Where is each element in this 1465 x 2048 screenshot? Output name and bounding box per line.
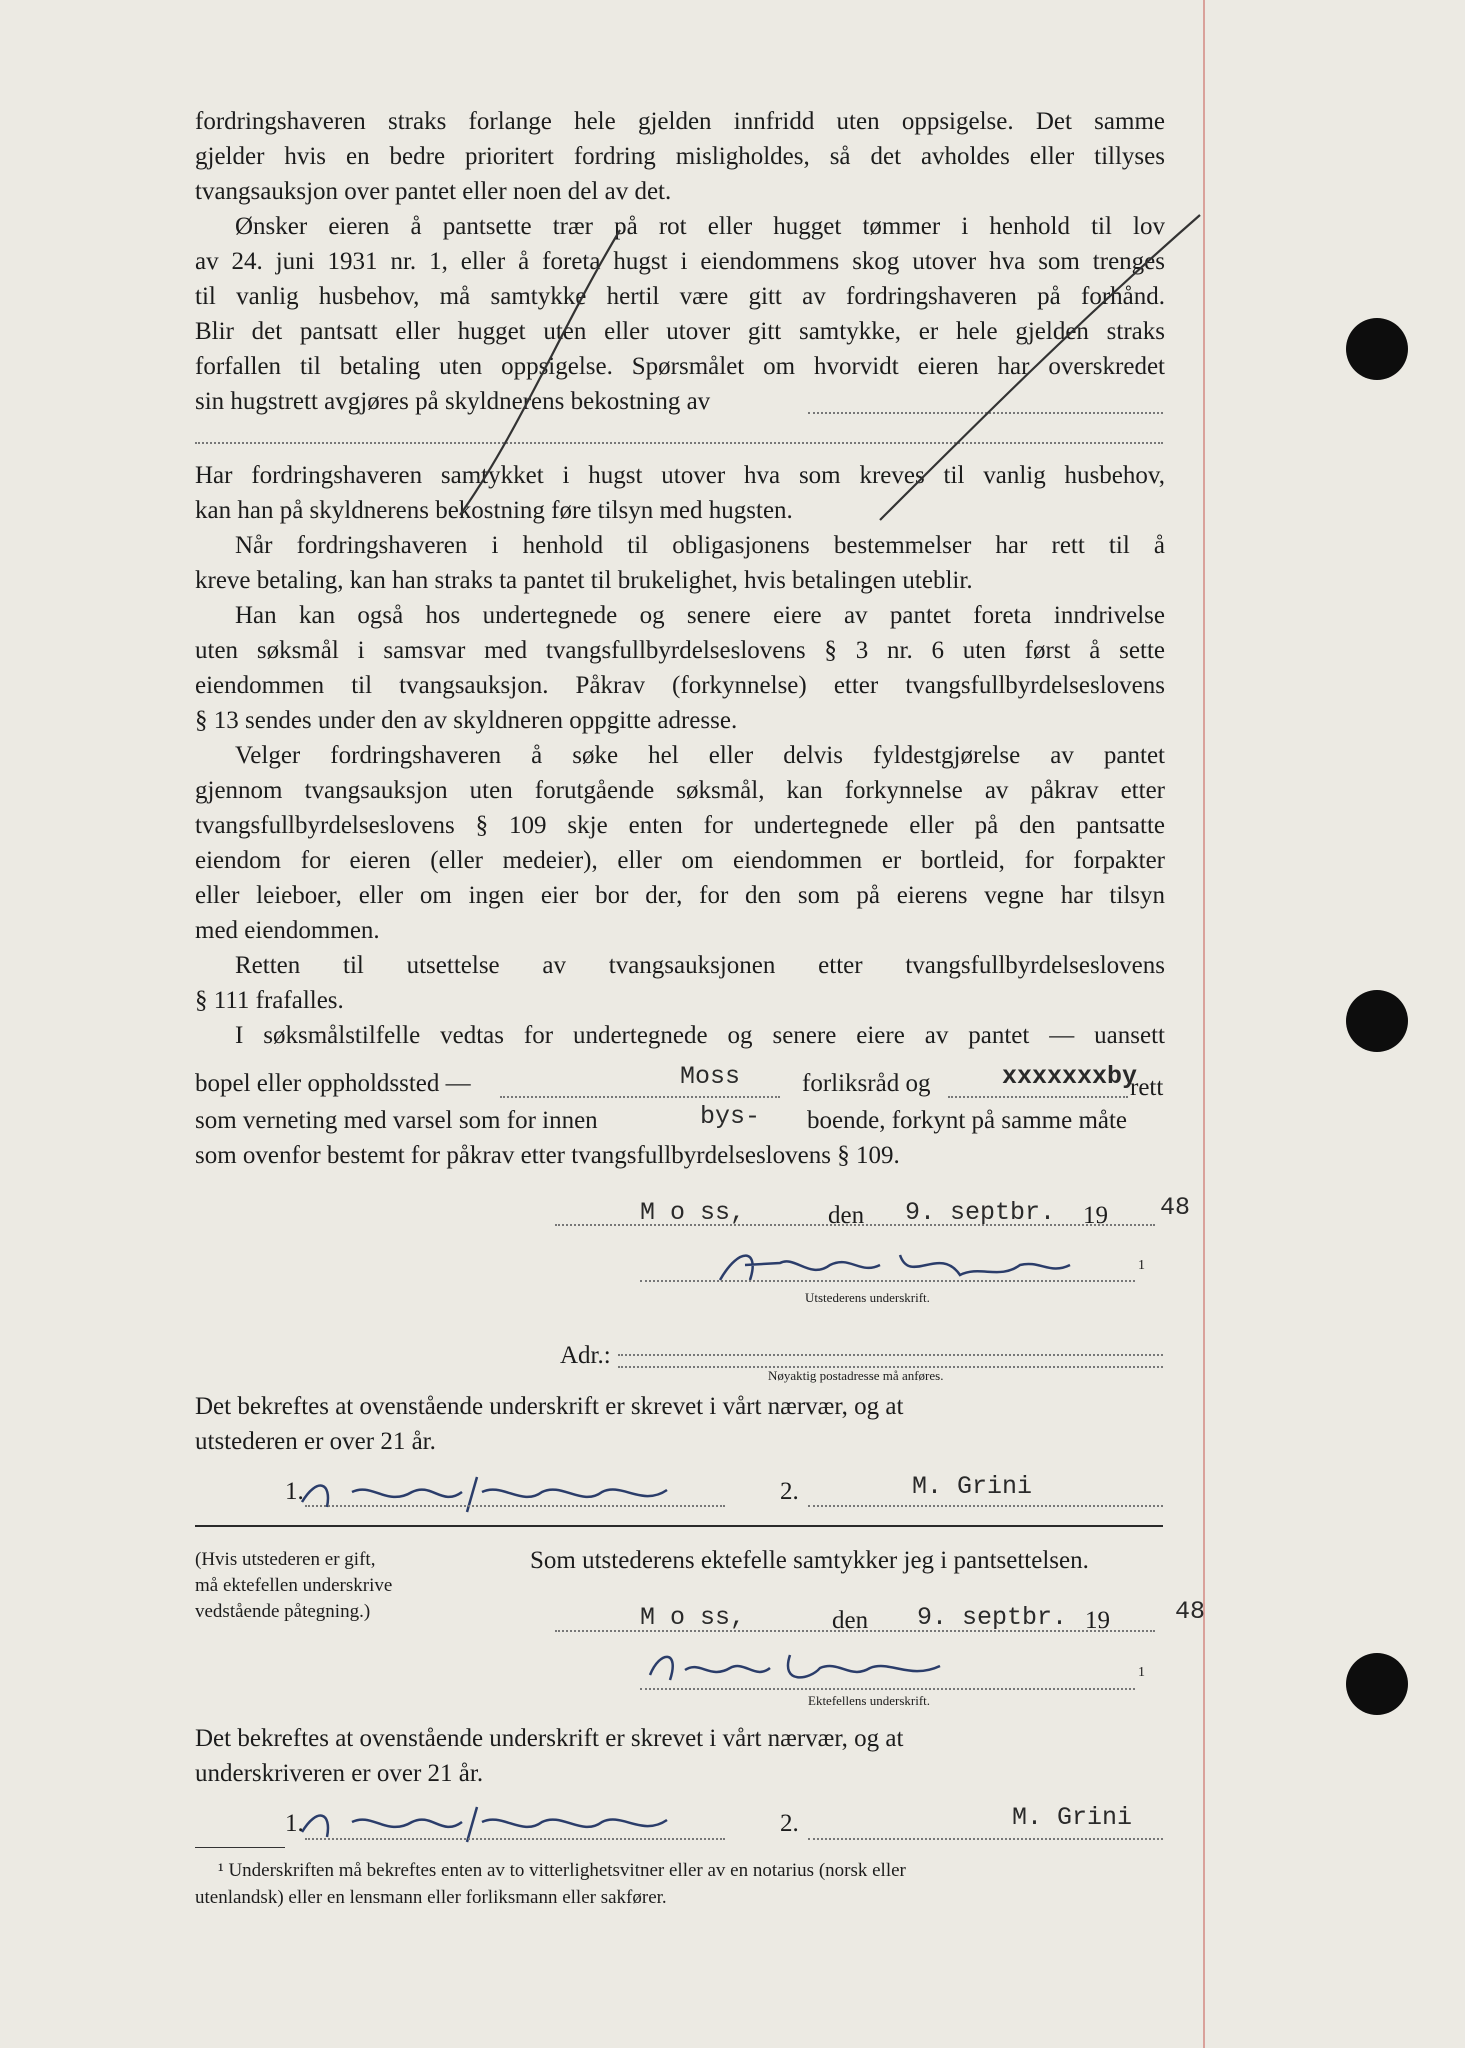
- witness-line: [808, 1838, 1163, 1840]
- body-line: til vanlig husbehov, må samtykke hertil være gitt av fordringshaveren på forhånd.: [195, 283, 1165, 310]
- witness1-line2: utstederen er over 21 år.: [195, 1428, 436, 1455]
- body-line: med eiendommen.: [195, 917, 380, 944]
- body-line: uten søksmål i samsvar med tvangsfullbyrdelseslovens § 3 nr. 6 uten først å sette: [195, 637, 1165, 664]
- footnote-line2: utenlandsk) eller en lensmann eller forliksmann eller sakfører.: [195, 1887, 667, 1908]
- venue-forliksrad: forliksråd og: [802, 1070, 931, 1097]
- body-line: tvangsfullbyrdelseslovens § 109 skje enten for undertegnede eller på den pantsatte: [195, 812, 1165, 839]
- dotted-fill-line: [555, 1224, 1155, 1226]
- signature-line: [640, 1280, 1135, 1282]
- venue-line3: som ovenfor bestemt for påkrav etter tvangsfullbyrdelseslovens § 109.: [195, 1142, 900, 1169]
- witness1-number-1: 1.: [285, 1478, 304, 1505]
- dotted-fill-line: [555, 1630, 1155, 1632]
- venue-struck-word: xxxxxxxby: [1002, 1062, 1138, 1091]
- witness-line: [808, 1505, 1163, 1507]
- witness1-name2: M. Grini: [912, 1472, 1033, 1501]
- body-line: Han kan også hos undertegnede og senere eiere av pantet foreta inndrivelse: [235, 602, 1165, 629]
- body-line: Retten til utsettelse av tvangsauksjonen etter tvangsfullbyrdelseslovens: [235, 952, 1165, 979]
- body-line: eiendom for eieren (eller medeier), eller om eiendommen er bortleid, for forpakter: [195, 847, 1165, 874]
- address-label: Adr.:: [560, 1342, 611, 1369]
- handwritten-signature-icon: [700, 1235, 1080, 1295]
- body-line: Blir det pantsatt eller hugget uten eller utover gitt samtykke, er hele gjelden straks: [195, 318, 1165, 345]
- venue-bys: bys-: [700, 1102, 761, 1131]
- venue-rett: rett: [1130, 1074, 1164, 1101]
- body-line: tvangsauksjon over pantet eller noen del av det.: [195, 178, 672, 205]
- footnote-line1: ¹ Underskriften må bekreftes enten av to vitterlighetsvitner eller av en notarius (norsk eller: [218, 1860, 906, 1881]
- body-line: § 13 sendes under den av skyldneren oppgitte adresse.: [195, 707, 738, 734]
- date1-date: 9. septbr.: [905, 1198, 1056, 1227]
- dotted-fill-line: [500, 1096, 780, 1098]
- witness1-number-2: 2.: [780, 1478, 799, 1505]
- spouse-note: [195, 1547, 392, 1625]
- spouse-note-line: (Hvis utstederen er gift,: [195, 1549, 376, 1570]
- date1-place: M o ss,: [640, 1198, 746, 1227]
- body-line: § 111 frafalles.: [195, 987, 344, 1014]
- body-line: gjennom tvangsauksjon uten forutgående søksmål, kan forkynnelse av påkrav etter: [195, 777, 1165, 804]
- date1-year-prefix: 19: [1083, 1202, 1108, 1229]
- witness-line: [305, 1505, 725, 1507]
- body-line: av 24. juni 1931 nr. 1, eller å foreta hugst i eiendommens skog utover hva som trenges: [195, 248, 1165, 275]
- date2-year-prefix: 19: [1085, 1607, 1110, 1634]
- witness2-line1: Det bekreftes at ovenstående underskrift er skrevet i vårt nærvær, og at: [195, 1725, 904, 1752]
- section-divider: [195, 1525, 1163, 1527]
- handwritten-signature-icon: [640, 1640, 960, 1690]
- body-line: fordringshaveren straks forlange hele gjelden innfridd uten oppsigelse. Det samme: [195, 108, 1165, 135]
- spouse-consent: Som utstederens ektefelle samtykker jeg i pantsettelsen.: [530, 1547, 1089, 1574]
- date2-year: 48: [1175, 1597, 1206, 1626]
- witness-line: [305, 1838, 725, 1840]
- date1-den: den: [828, 1202, 865, 1229]
- body-line: kreve betaling, kan han straks ta pantet til brukelighet, hvis betalingen uteblir.: [195, 567, 973, 594]
- spouse-note-line: vedstående påtegning.): [195, 1601, 371, 1622]
- body-line: Har fordringshaveren samtykket i hugst utover hva som kreves til vanlig husbehov,: [195, 462, 1165, 489]
- venue-line2-b: boende, forkynt på samme måte: [807, 1107, 1128, 1134]
- date1-year: 48: [1160, 1193, 1191, 1222]
- date2-place: M o ss,: [640, 1603, 746, 1632]
- handwritten-signature-icon: [292, 1462, 692, 1522]
- address-field-line: [618, 1354, 1163, 1356]
- witness2-line2: underskriveren er over 21 år.: [195, 1760, 484, 1787]
- body-line: Når fordringshaveren i henhold til obligasjonens bestemmelser har rett til å: [235, 532, 1165, 559]
- spouse-caption: Ektefellens underskrift.: [808, 1693, 931, 1708]
- body-line: gjelder hvis en bedre prioritert fordring misligholdes, så det avholdes eller tillyses: [195, 143, 1165, 170]
- venue-prefix: bopel eller oppholdssted —: [195, 1070, 471, 1097]
- witness2-number-2: 2.: [780, 1810, 799, 1837]
- handwritten-signature-icon: [292, 1792, 692, 1852]
- body-line: sin hugstrett avgjøres på skyldnerens bekostning av: [195, 388, 711, 415]
- body-line: eller leieboer, eller om ingen eier bor der, for den som på eierens vegne har tilsyn: [195, 882, 1165, 909]
- body-line: Ønsker eieren å pantsette trær på rot eller hugget tømmer i henhold til lov: [235, 213, 1165, 240]
- witness2-name2: M. Grini: [1012, 1803, 1133, 1832]
- date2-den: den: [832, 1607, 869, 1634]
- address-caption: Nøyaktig postadresse må anføres.: [768, 1368, 944, 1383]
- footnote-rule: [195, 1847, 285, 1848]
- body-line: Velger fordringshaveren å søke hel eller delvis fyldestgjørelse av pantet: [235, 742, 1165, 769]
- issuer-caption: Utstederens underskrift.: [805, 1290, 930, 1305]
- body-line: I søksmålstilfelle vedtas for undertegnede og senere eiere av pantet — uansett: [235, 1022, 1165, 1049]
- body-line: eiendommen til tvangsauksjon. Påkrav (forkynnelse) etter tvangsfullbyrdelseslovens: [195, 672, 1165, 699]
- witness2-number-1: 1.: [285, 1810, 304, 1837]
- venue-place: Moss: [680, 1062, 741, 1091]
- body-line: forfallen til betaling uten oppsigelse. Spørsmålet om hvorvidt eieren har overskredet: [195, 353, 1165, 380]
- spouse-superscript: 1: [1138, 1665, 1145, 1680]
- venue-line2-a: som verneting med varsel som for innen: [195, 1107, 598, 1134]
- body-line: kan han på skyldnerens bekostning føre tilsyn med hugsten.: [195, 497, 793, 524]
- issuer-superscript: 1: [1138, 1258, 1145, 1273]
- signature-line: [640, 1688, 1135, 1690]
- spouse-note-line: må ektefellen underskrive: [195, 1575, 393, 1596]
- date2-date: 9. septbr.: [917, 1603, 1068, 1632]
- dotted-fill-line: [948, 1096, 1128, 1098]
- witness1-line1: Det bekreftes at ovenstående underskrift er skrevet i vårt nærvær, og at: [195, 1393, 904, 1420]
